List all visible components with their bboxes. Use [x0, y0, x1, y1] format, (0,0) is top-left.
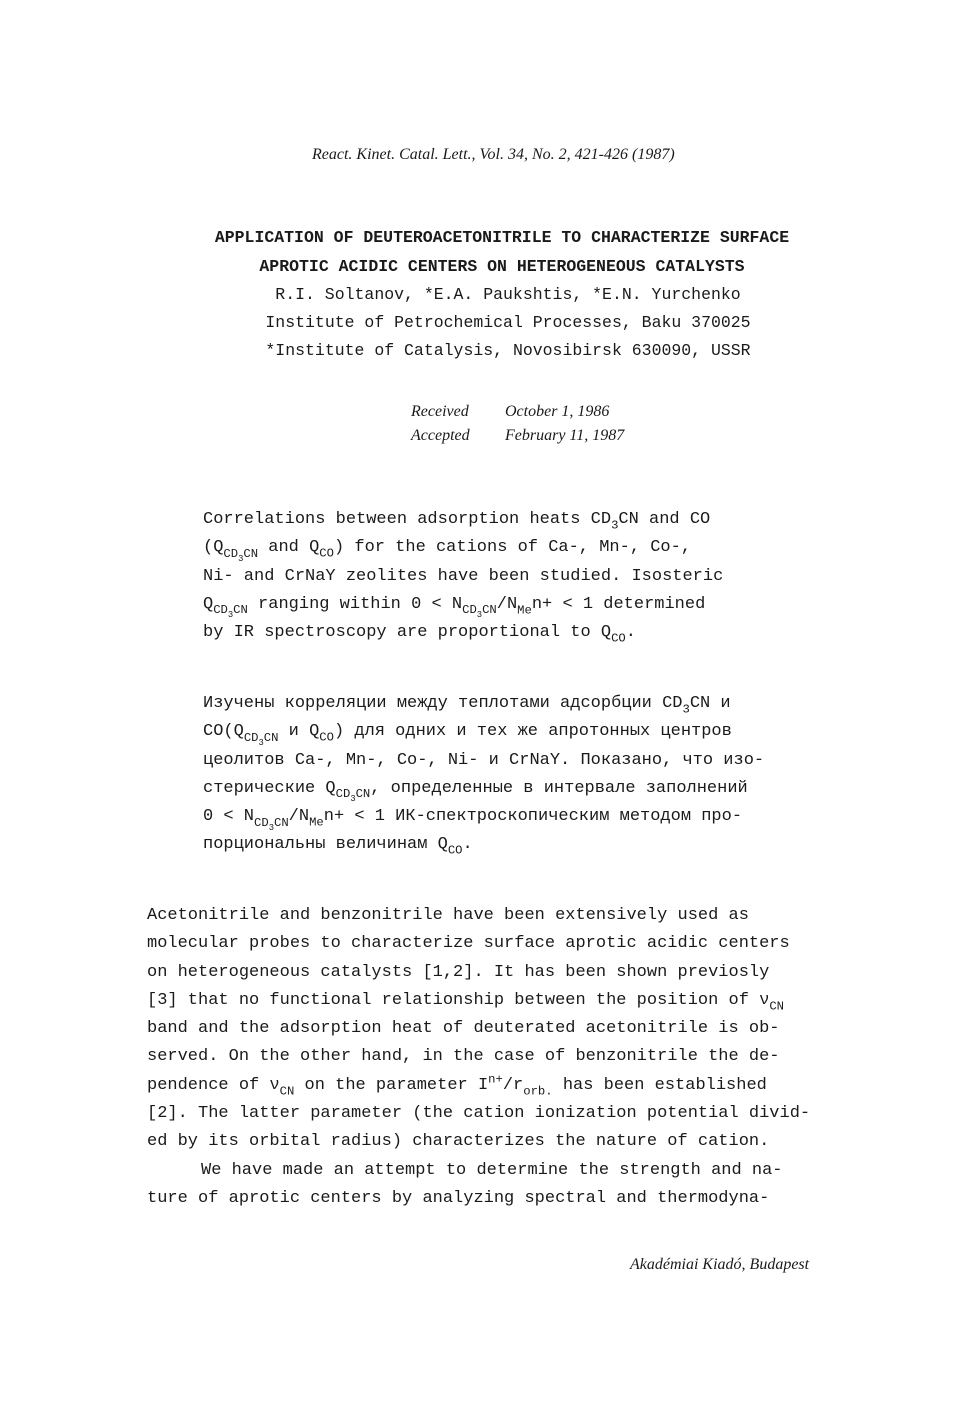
journal-citation: React. Kinet. Catal. Lett., Vol. 34, No. 2, 421-426 (1987): [312, 146, 675, 163]
affiliation-1: Institute of Petrochemical Processes, Baku 370025: [265, 313, 751, 332]
publisher: Akadémiai Kiadó, Budapest: [630, 1256, 810, 1273]
received-label: Received: [411, 403, 469, 420]
abstract-ru-line: $CO(Q_{CD_3CN}$ и $Q_{CO}$) для одних и тех же апротонных центров: [203, 722, 732, 748]
abstract-ru-line: Изучены корреляции между теплотами адсорбции $CD_3CN$ и: [203, 694, 731, 717]
abstract-ru-line: порциональны величинам $Q_{CO}$.: [203, 835, 473, 858]
accepted-label: Accepted: [411, 427, 470, 444]
abstract-en-line: by IR spectroscopy are proportional to $Q_{CO}$.: [203, 623, 636, 646]
abstract-english: [203, 506, 723, 647]
body-line: [3] that no functional relationship between the position of $\nu_{CN}$: [147, 990, 784, 1014]
affiliation-2: *Institute of Catalysis, Novosibirsk 630090, USSR: [265, 341, 751, 360]
authors: R.I. Soltanov, *E.A. Paukshtis, *E.N. Yurchenko: [275, 285, 741, 304]
body-line: [2]. The latter parameter (the cation ionization potential divid-: [147, 1104, 811, 1124]
abstract-russian: [203, 690, 764, 860]
body-line: band and the adsorption heat of deuterated acetonitrile is ob-: [147, 1019, 780, 1039]
paper-title-line-1: APPLICATION OF DEUTEROACETONITRILE TO CHARACTERIZE SURFACE: [214, 228, 790, 247]
body-line: Acetonitrile and benzonitrile have been extensively used as: [147, 906, 749, 925]
accepted-value: February 11, 1987: [505, 427, 625, 444]
submission-dates: [411, 400, 624, 448]
body-line: pendence of $\nu_{CN}$ on the parameter $I^{n+}/r_{orb.}$ has been established: [147, 1072, 767, 1099]
abstract-ru-line: стерические $Q_{CD_3CN}$, определенные в интервале заполнений: [203, 778, 748, 805]
body-line: ture of aprotic centers by analyzing spectral and thermodyna-: [147, 1188, 770, 1208]
abstract-en-line: ($Q_{CD_3CN}$ and $Q_{CO}$) for the cations of Ca-, Mn-, Co-,: [203, 538, 692, 564]
abstract-ru-line: цеолитов Ca-, Mn-, Co-, Ni- и CrNaY. Показано, что изо-: [203, 750, 765, 770]
body-line: on heterogeneous catalysts [1,2]. It has been shown previosly: [147, 962, 770, 982]
body-text: [147, 902, 810, 1213]
body-line: We have made an attempt to determine the strength and na-: [201, 1160, 783, 1180]
body-line: served. On the other hand, in the case of benzonitrile the de-: [147, 1047, 780, 1067]
abstract-en-line: Correlations between adsorption heats $CD_3CN$ and CO: [203, 510, 711, 533]
body-line: ed by its orbital radius) characterizes the nature of cation.: [147, 1132, 770, 1152]
received-value: October 1, 1986: [505, 403, 610, 420]
body-line: molecular probes to characterize surface aprotic acidic centers: [147, 934, 790, 954]
abstract-en-line: Ni- and CrNaY zeolites have been studied. Isosteric: [203, 566, 724, 586]
abstract-en-line: $Q_{CD_3CN}$ ranging within $0 < N_{CD_3CN}/N_{Me}n+ < 1$ determined: [203, 594, 706, 621]
abstract-ru-line: $0 < N_{CD_3CN}/N_{Me}n+ < 1$ ИК-спектроскопическим методом про-: [203, 807, 743, 833]
accepted-date: [411, 424, 624, 448]
received-date: [411, 400, 624, 424]
paper-title-line-2: APROTIC ACIDIC CENTERS ON HETEROGENEOUS CATALYSTS: [259, 257, 745, 276]
